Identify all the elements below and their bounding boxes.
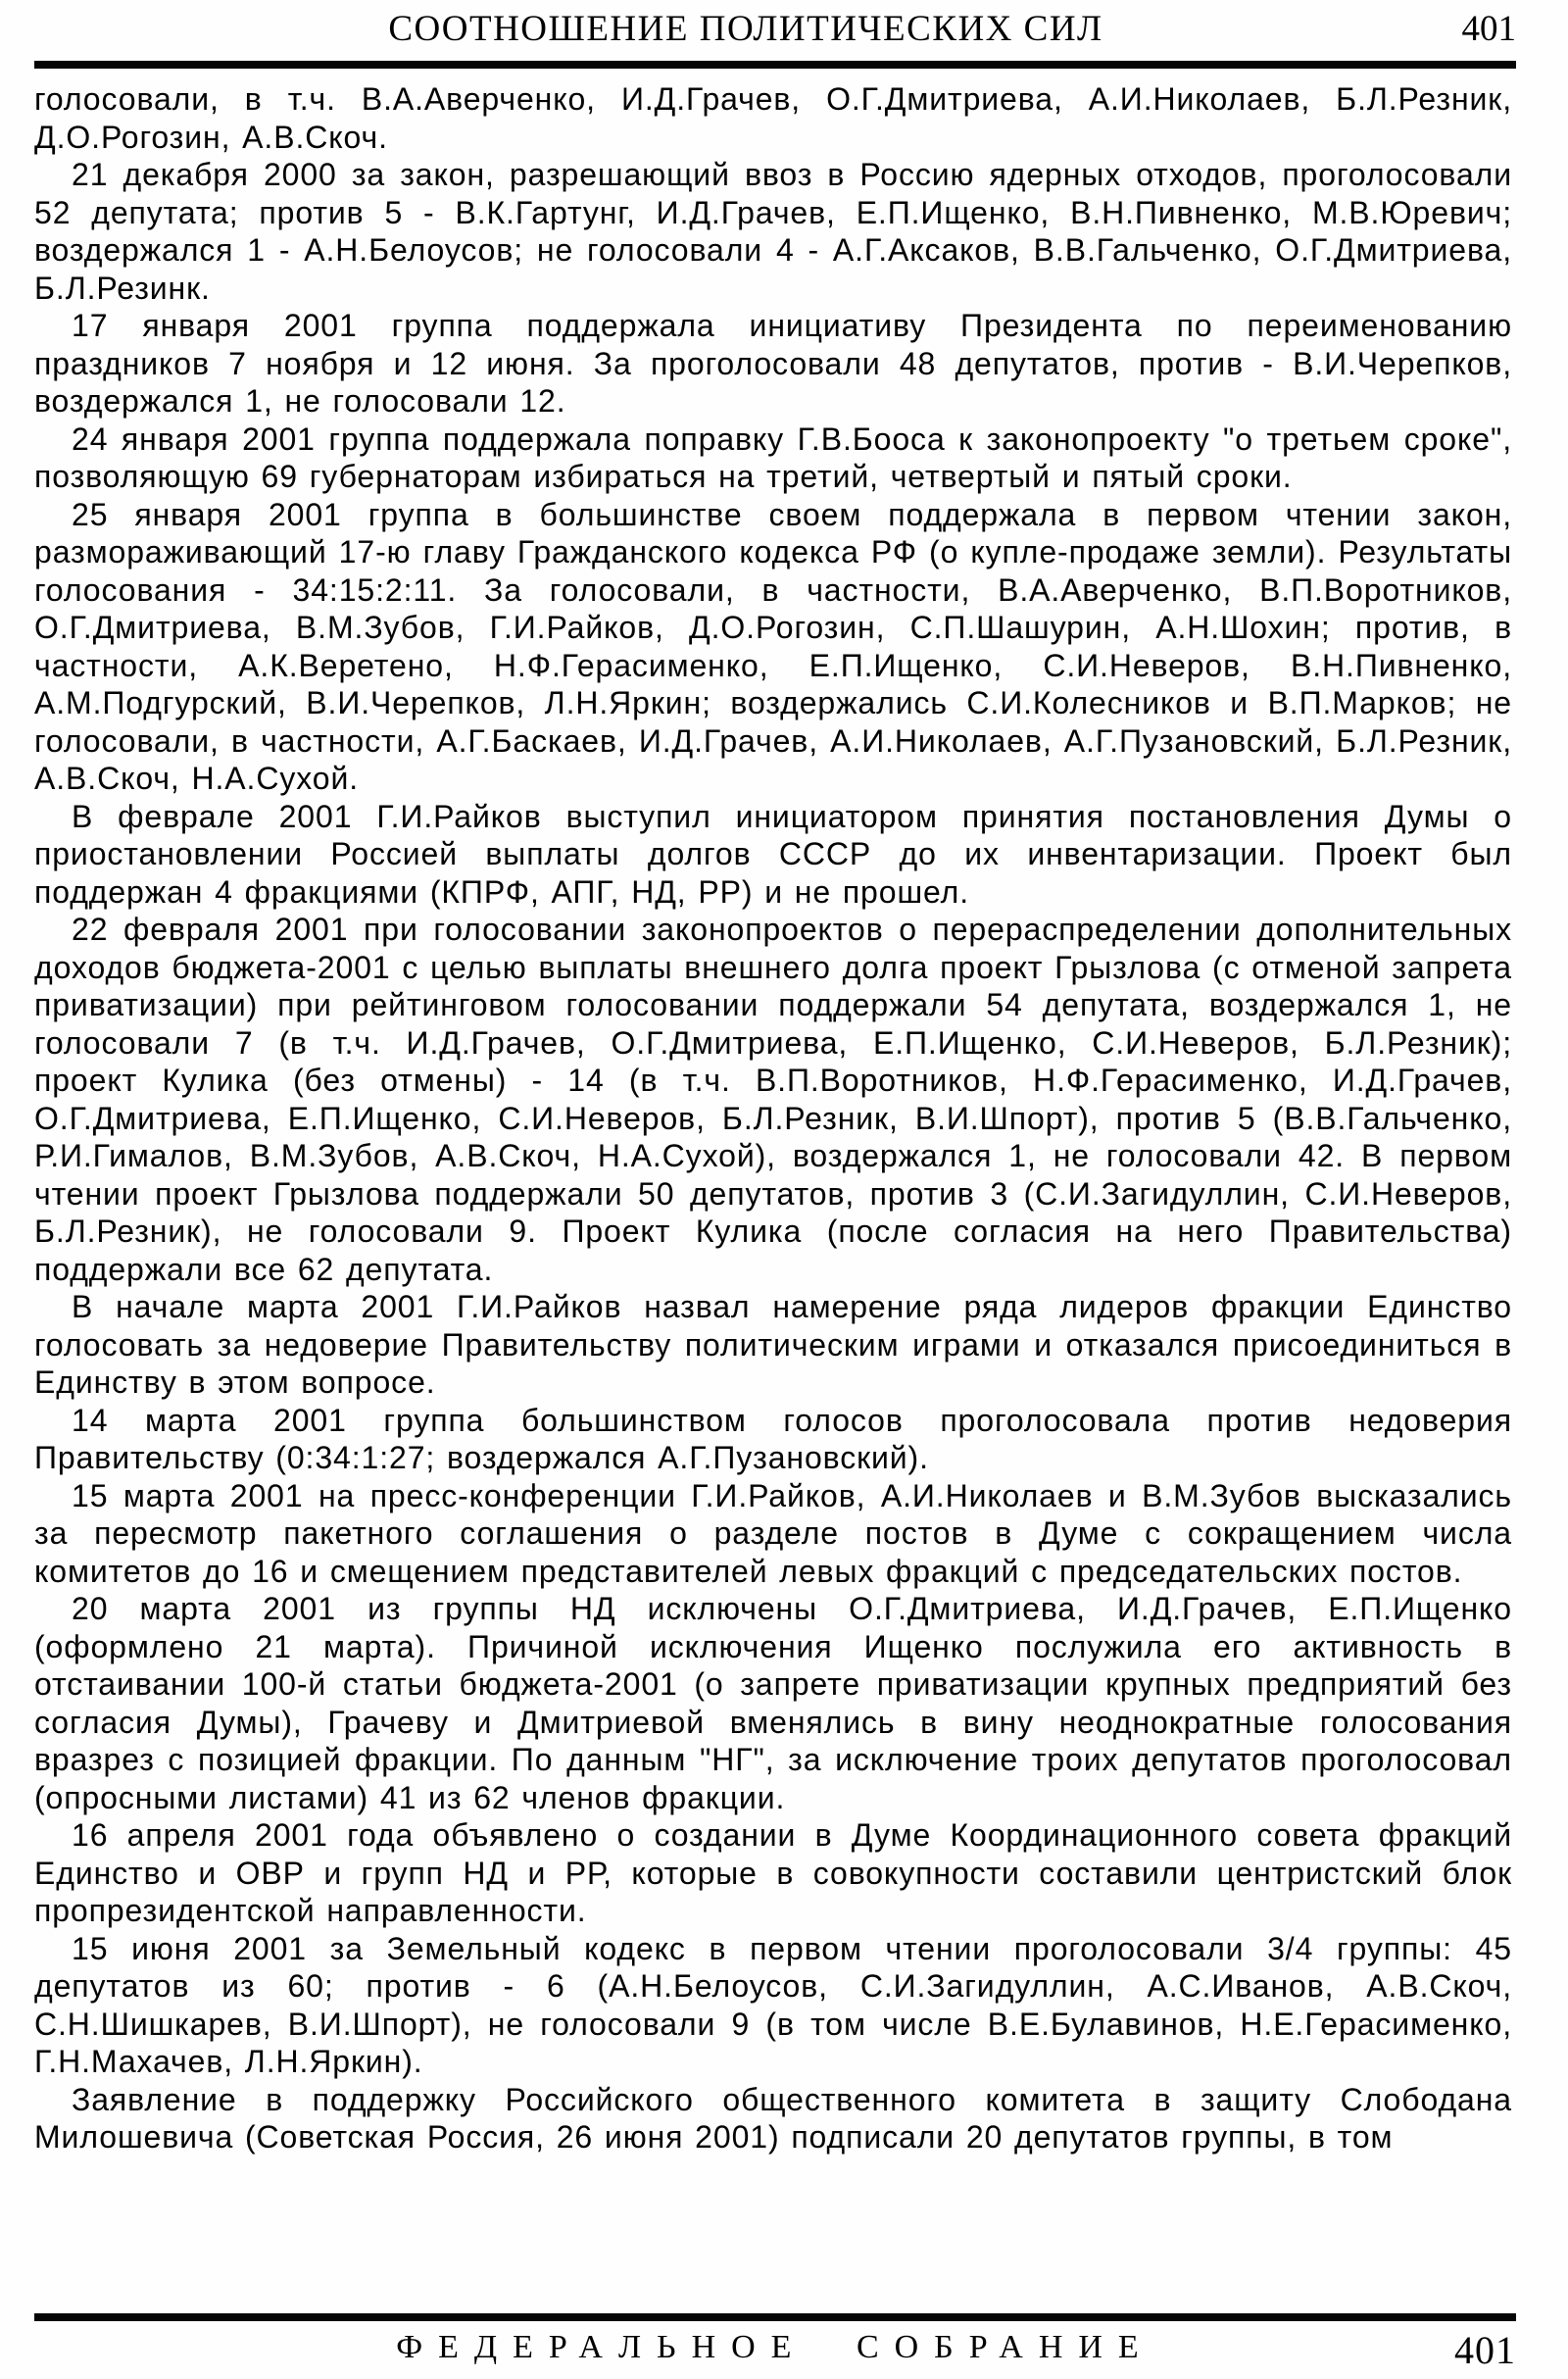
body-paragraph: 25 января 2001 группа в большинстве своем поддержала в первом чтении закон, размораживающий 17-ю главу Гражданского кодекса РФ (о купле-продаже земли). Результаты голосования - 34:15:2:11. За голосовали, в частности, В.А.Аверченко, В.П.Воротников, О.Г.Дмитриева, В.М.Зубов, Г.И.Райков, Д.О.Рогозин, С.П.Шашурин, А.Н.Шохин; против, в частности, А.К.Веретено, Н.Ф.Герасименко, Е.П.Ищенко, С.И.Неверов, В.Н.Пивненко, А.М.Подгурский, В.И.Черепков, Л.Н.Яркин; воздержались С.И.Колесников и В.П.Марков; не голосовали, в частности, А.Г.Баскаев, И.Д.Грачев, А.И.Николаев, А.Г.Пузановский, Б.Л.Резник, А.В.Скоч, Н.А.Сухой. xyxy=(34,496,1512,796)
footer-title: ФЕДЕРАЛЬНОЕ СОБРАНИЕ xyxy=(396,2329,1154,2365)
header-rule xyxy=(34,61,1516,69)
body-paragraph: В начале марта 2001 Г.И.Райков назвал намерение ряда лидеров фракции Единство голосовать за недоверие Правительству политическим играми и отказался присоединиться в Единству в этом вопросе. xyxy=(34,1289,1512,1400)
body-paragraph: 24 января 2001 группа поддержала поправку Г.В.Бооса к законопроекту "о третьем сроке", позволяющую 69 губернаторам избираться на третий, четвертый и пятый сроки. xyxy=(34,421,1512,494)
page-title: СООТНОШЕНИЕ ПОЛИТИЧЕСКИХ СИЛ xyxy=(388,9,1103,49)
body-paragraph: голосовали, в т.ч. В.А.Аверченко, И.Д.Грачев, О.Г.Дмитриева, А.И.Николаев, Б.Л.Резник, Д.О.Рогозин, А.В.Скоч. xyxy=(34,81,1512,155)
running-foot xyxy=(34,2329,1516,2376)
body-paragraph: 20 марта 2001 из группы НД исключены О.Г.Дмитриева, И.Д.Грачев, Е.П.Ищенко (оформлено 21 марта). Причиной исключения Ищенко послужила его активность в отстаивании 100-й статьи бюджета-2001 (о запрете приватизации крупных предприятий без согласия Думы), Грачеву и Дмитриевой вменялись в вину неоднократные голосования вразрез с позицией фракции. По данным "НГ", за исключение троих депутатов проголосовал (опросными листами) 41 из 62 членов фракции. xyxy=(34,1591,1512,1815)
body-text xyxy=(34,80,1512,2156)
body-paragraph: 15 июня 2001 за Земельный кодекс в первом чтении проголосовали 3/4 группы: 45 депутатов из 60; против - 6 (А.Н.Белоусов, С.И.Загидуллин, А.С.Иванов, А.В.Скоч, С.Н.Шишкарев, В.И.Шпорт), не голосовали 9 (в том числе В.Е.Булавинов, Н.Е.Герасименко, Г.Н.Махачев, Л.Н.Яркин). xyxy=(34,1930,1512,2079)
body-paragraph: Заявление в поддержку Российского общественного комитета в защиту Слободана Милошевича (Советская Россия, 26 июня 2001) подписали 20 депутатов группы, в том xyxy=(34,2081,1512,2155)
body-paragraph: 16 апреля 2001 года объявлено о создании в Думе Координационного совета фракций Единство и ОВР и групп НД и РР, которые в совокупности составили центристский блок пропрезидентской направленности. xyxy=(34,1817,1512,1928)
body-paragraph: 21 декабря 2000 за закон, разрешающий ввоз в Россию ядерных отходов, проголосовали 52 депутата; против 5 - В.К.Гартунг, И.Д.Грачев, Е.П.Ищенко, В.Н.Пивненко, М.В.Юревич; воздержался 1 - А.Н.Белоусов; не голосовали 4 - А.Г.Аксаков, В.В.Гальченко, О.Г.Дмитриева, Б.Л.Резинк. xyxy=(34,157,1512,306)
body-paragraph: 17 января 2001 группа поддержала инициативу Президента по переименованию праздников 7 ноября и 12 июня. За проголосовали 48 депутатов, против - В.И.Черепков, воздержался 1, не голосовали 12. xyxy=(34,308,1512,419)
body-paragraph: В феврале 2001 Г.И.Райков выступил инициатором принятия постановления Думы о приостановлении Россией выплаты долгов СССР до их инвентаризации. Проект был поддержан 4 фракциями (КПРФ, АПГ, НД, РР) и не прошел. xyxy=(34,798,1512,910)
body-paragraph: 15 марта 2001 на пресс-конференции Г.И.Райков, А.И.Николаев и В.М.Зубов высказались за пересмотр пакетного соглашения о разделе постов в Думе с сокращением числа комитетов до 16 и смещением представителей левых фракций с председательских постов. xyxy=(34,1477,1512,1589)
footer-rule xyxy=(34,2313,1516,2321)
footer-page-number: 401 xyxy=(1454,2328,1516,2372)
body-paragraph: 14 марта 2001 группа большинством голосов проголосовала против недоверия Правительству (0:34:1:27; воздержался А.Г.Пузановский). xyxy=(34,1402,1512,1475)
header-page-number: 401 xyxy=(1461,9,1516,49)
body-paragraph: 22 февраля 2001 при голосовании законопроектов о перераспределении дополнительных доходов бюджета-2001 с целью выплаты внешнего долга проект Грызлова (с отменой запрета приватизации) при рейтинговом голосовании поддержали 54 депутата, воздержался 1, не голосовали 7 (в т.ч. И.Д.Грачев, О.Г.Дмитриева, Е.П.Ищенко, С.И.Неверов, Б.Л.Резник); проект Кулика (без отмены) - 14 (в т.ч. В.П.Воротников, Н.Ф.Герасименко, И.Д.Грачев, О.Г.Дмитриева, Е.П.Ищенко, С.И.Неверов, Б.Л.Резник, В.И.Шпорт), против 5 (В.В.Гальченко, Р.И.Гималов, В.М.Зубов, А.В.Скоч, Н.А.Сухой), воздержался 1, не голосовали 42. В первом чтении проект Грызлова поддержали 50 депутатов, против 3 (С.И.Загидуллин, С.И.Неверов, Б.Л.Резник), не голосовали 9. Проект Кулика (после согласия на него Правительства) поддержали все 62 депутата. xyxy=(34,912,1512,1287)
running-head xyxy=(34,8,1516,59)
